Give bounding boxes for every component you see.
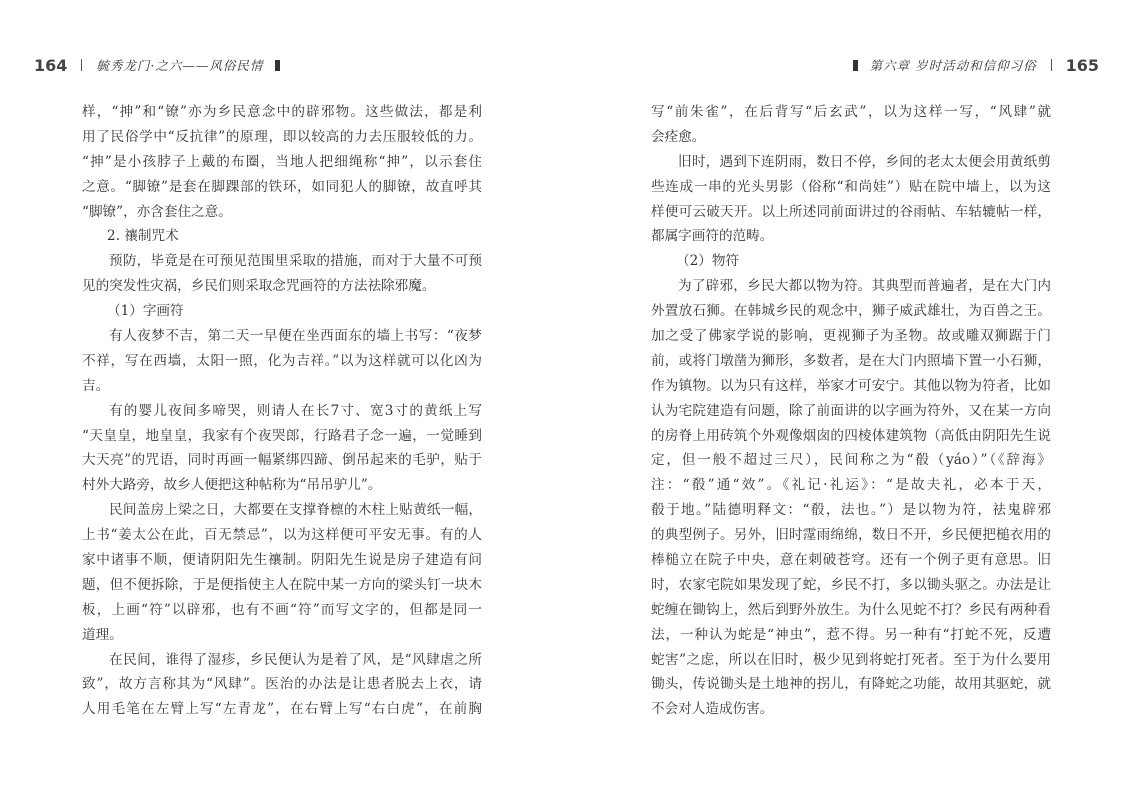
text-line: 法，一种认为蛇是“神虫”，惹不得。另一种有“打蛇不死，反遭 (651, 626, 1051, 643)
text-line: 在民间，谁得了湿疹，乡民便认为是着了风，是“风肆虐之所 (109, 651, 482, 668)
text-line: 样，“抻”和“镣”亦为乡民意念中的辟邪物。这些做法，都是利 (82, 104, 482, 120)
text-line: 板，上画“符”以辟邪，也有不画“符”而写文字的，但都是同一 (82, 601, 482, 618)
text-line: （2）物符 (676, 253, 740, 270)
text-line: “抻”是小孩脖子上戴的布圈，当地人把细绳称“抻”，以示套住 (82, 153, 482, 170)
text-line: 锄头，传说锄头是土地神的拐儿，有降蛇之功能，故用其驱蛇，就 (651, 676, 1051, 693)
left-page-header (34, 53, 292, 77)
book-title: 毓秀龙门·之六——风俗民情 (96, 58, 264, 73)
text-line: 道理。 (82, 626, 123, 643)
text-line: 题，但不便拆除，于是便指使主人在院中某一方向的梁头钉一块木 (82, 576, 482, 593)
text-line: 有人夜梦不吉，第二天一早便在坐西面东的墙上书写：“夜梦 (109, 328, 482, 345)
text-line: 村外大路旁，故乡人便把这种帖称为“吊吊驴儿”。 (82, 477, 382, 494)
text-line: “脚镣”，亦含套住之意。 (82, 203, 232, 220)
text-line: 殽于地。”陆德明释文：“殽，法也。”）是以物为符，祛鬼辟邪 (651, 502, 1051, 519)
text-line: 人用毛笔在左臂上写“左青龙”，在右臂上写“右白虎”，在前胸 (82, 701, 482, 718)
left-page (0, 0, 566, 799)
text-line: 吉。 (82, 377, 110, 394)
text-line: （1）字画符 (107, 303, 184, 320)
text-line: 会痊愈。 (651, 128, 706, 145)
text-line: 加之受了佛家学说的影响，更视狮子为圣物。故或雕双狮踞于门 (651, 328, 1051, 345)
text-line: 注：“殽”通“效”。《礼记·礼运》：“是故夫礼，必本于天， (651, 477, 1051, 494)
text-line: 时，农家宅院如果发现了蛇，乡民不打，多以锄头驱之。办法是让 (651, 576, 1051, 593)
text-line: 有的婴儿夜间多啼哭，则请人在长7寸、宽3寸的黄纸上写 (109, 402, 482, 419)
header-divider (81, 59, 82, 71)
text-line: 家中诸事不顺，便请阴阳先生禳制。阴阳先生说是房子建造有问 (82, 552, 482, 569)
text-line: 作为镇物。以为只有这样，举家才可安宁。其他以物为符者，比如 (651, 377, 1051, 394)
right-page-header (841, 53, 1099, 77)
header-bar-mark (275, 60, 280, 71)
text-line: 些连成一串的光头男影（俗称“和尚娃”）贴在院中墙上，以为这 (651, 178, 1051, 195)
header-divider (1051, 59, 1052, 71)
text-line: 的房脊上用砖筑个外观像烟囱的四棱体建筑物（高低由阴阳先生说 (651, 427, 1051, 444)
text-line: 预防，毕竟是在可预见范围里采取的措施，而对于大量不可预 (109, 253, 482, 270)
text-line: 上书“姜太公在此，百无禁忌”，以为这样便可平安无事。有的人 (82, 527, 482, 544)
right-page-body (651, 100, 1051, 722)
text-line: 定，但一般不超过三尺），民间称之为“殽（yáo）”（《辞海》 (651, 452, 1051, 469)
text-line: 民间盖房上梁之日，大都要在支撑脊檩的木柱上贴黄纸一幅， (109, 502, 482, 519)
text-line: 2. 禳制咒术 (107, 228, 179, 245)
text-line: 蛇缠在锄钩上，然后到野外放生。为什么见蛇不打？乡民有两种看 (651, 601, 1051, 618)
text-line: 旧时，遇到下连阴雨，数日不停，乡间的老太太便会用黄纸剪 (678, 153, 1051, 170)
text-line: 不祥，写在西墙，太阳一照，化为吉祥。”以为这样就可以化凶为 (82, 352, 482, 369)
text-line: 致”，故方言称其为“风肆”。医治的办法是让患者脱去上衣，请 (82, 676, 482, 693)
header-bar-mark (853, 60, 858, 71)
text-line: 都属字画符的范畴。 (651, 228, 774, 245)
right-page (567, 0, 1133, 799)
page-number-left: 164 (34, 55, 68, 75)
text-line: 样便可云破天开。以上所述同前面讲过的谷雨帖、车轱辘帖一样， (651, 203, 1051, 220)
text-line: 为了辟邪，乡民大都以物为符。其典型而普遍者，是在大门内 (678, 278, 1051, 295)
chapter-title: 第六章 岁时活动和信仰习俗 (869, 58, 1037, 73)
page-number-right: 165 (1065, 55, 1099, 75)
text-line: 见的突发性灾祸，乡民们则采取念咒画符的方法祛除邪魔。 (82, 278, 436, 295)
text-line: 用了民俗学中“反抗律”的原理，即以较高的力去压服较低的力。 (82, 128, 482, 145)
text-line: 外置放石狮。在韩城乡民的观念中，狮子威武雄壮，为百兽之王。 (651, 303, 1051, 320)
text-line: 认为宅院建造有问题，除了前面讲的以字画为符外，又在某一方向 (651, 402, 1051, 419)
text-line: 前，或将门墩凿为狮形，多数者，是在大门内照墙下置一小石狮， (651, 352, 1051, 369)
text-line: 棒槌立在院子中央，意在刺破苍穹。还有一个例子更有意思。旧 (651, 552, 1051, 569)
text-line: 大天亮”的咒语，同时再画一幅紧绑四蹄、倒吊起来的毛驴，贴于 (82, 452, 482, 469)
text-line: 的典型例子。另外，旧时霪雨绵绵，数日不开，乡民便把槌衣用的 (651, 527, 1051, 544)
text-line: “天皇皇，地皇皇，我家有个夜哭郎，行路君子念一遍，一觉睡到 (82, 427, 482, 444)
text-line: 写“前朱雀”，在后背写“后玄武”，以为这样一写，“风肆”就 (651, 104, 1051, 120)
text-line: 之意。“脚镣”是套在脚踝部的铁环，如同犯人的脚镣，故直呼其 (82, 178, 482, 195)
text-line: 不会对人造成伤害。 (651, 701, 774, 718)
text-line: 蛇害”之虑，所以在旧时，极少见到将蛇打死者。至于为什么要用 (651, 651, 1051, 668)
left-page-body (82, 100, 482, 722)
